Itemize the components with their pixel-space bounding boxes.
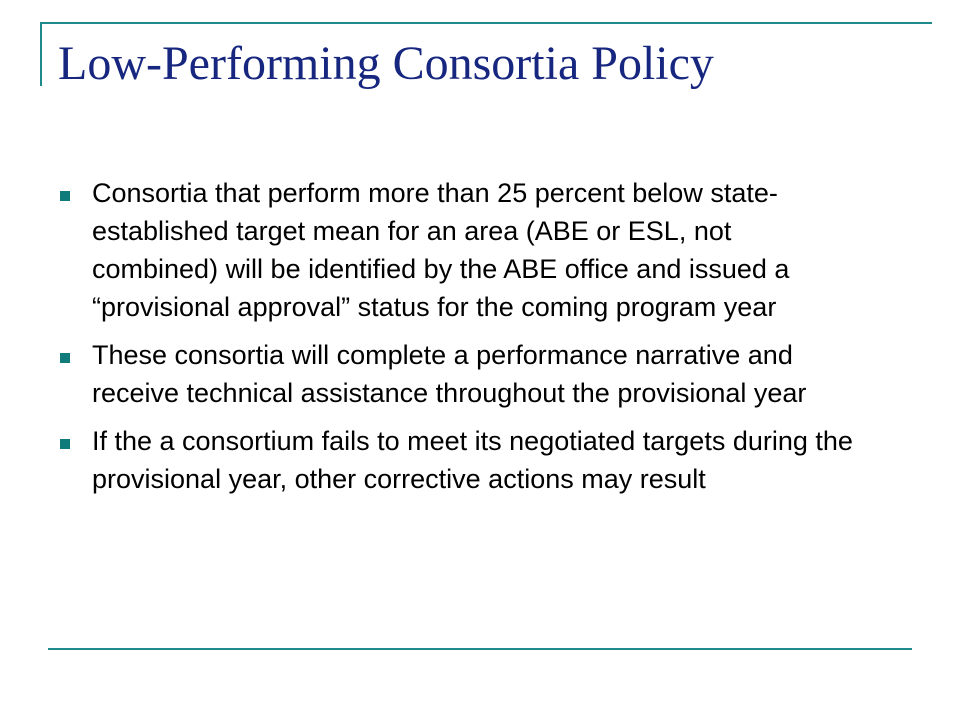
bullet-item xyxy=(60,174,860,326)
bullet-text: Consortia that perform more than 25 percent below state-established target mean for an area (ABE or ESL, not combined) will be identified by the ABE office and issued a “provisional approval” status for the coming program year xyxy=(92,178,790,322)
slide-title: Low-Performing Consortia Policy xyxy=(58,37,714,90)
square-bullet-icon xyxy=(60,191,70,201)
bullet-list xyxy=(60,174,860,508)
bullet-text: These consortia will complete a performance narrative and receive technical assistance throughout the provisional year xyxy=(92,340,807,408)
left-accent-rule xyxy=(40,22,42,86)
top-accent-rule xyxy=(40,22,932,24)
square-bullet-icon xyxy=(60,439,70,449)
bottom-accent-rule xyxy=(48,648,912,650)
square-bullet-icon xyxy=(60,353,70,363)
bullet-item xyxy=(60,422,860,498)
bullet-text: If the a consortium fails to meet its negotiated targets during the provisional year, other corrective actions may result xyxy=(92,426,853,494)
bullet-item xyxy=(60,336,860,412)
